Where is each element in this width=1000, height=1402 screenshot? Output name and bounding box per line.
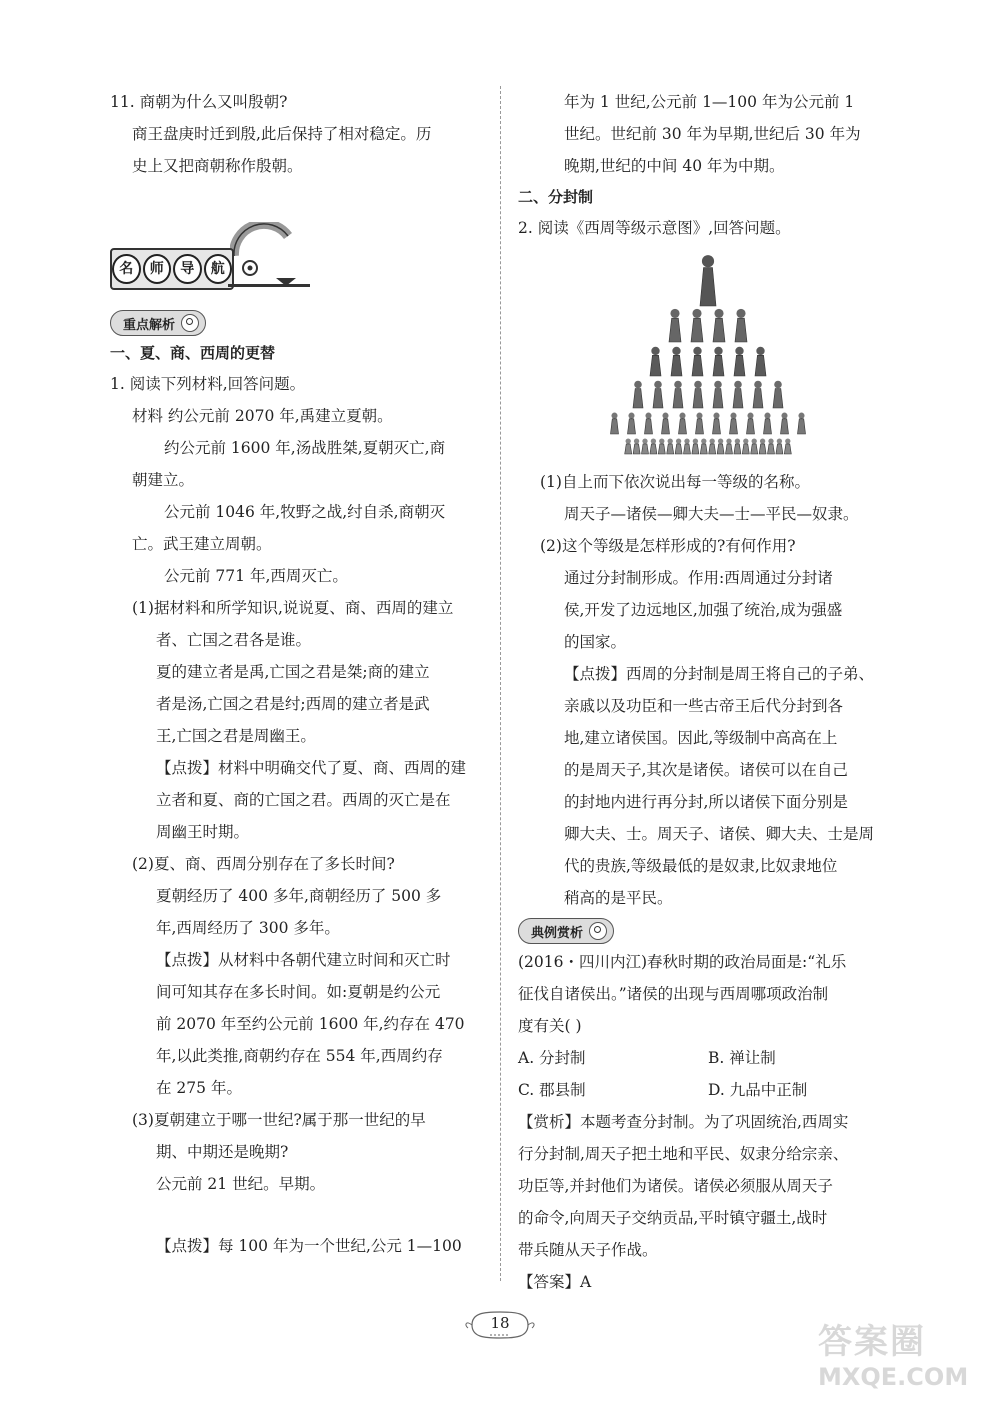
material-line: 亡。武王建立周朝。 bbox=[132, 535, 272, 553]
banner-char: 航 bbox=[204, 254, 233, 284]
tip-line: 周幽王时期。 bbox=[156, 823, 250, 841]
banner-arc-icon bbox=[230, 222, 300, 286]
figurine-level-5 bbox=[696, 413, 704, 434]
tip-line: 稍高的是平民。 bbox=[564, 889, 673, 907]
banner-char: 师 bbox=[143, 254, 172, 284]
figurine-level-5 bbox=[798, 413, 806, 434]
figurine-level-6 bbox=[658, 438, 665, 454]
figurine-level-3 bbox=[734, 347, 745, 376]
tip-line: 地,建立诸侯国。因此,等级制中高高在上 bbox=[564, 729, 838, 747]
figurine-level-5 bbox=[747, 413, 755, 434]
answer-line: 侯,开发了边远地区,加强了统治,成为强盛 bbox=[564, 601, 843, 619]
sub-question: (2)这个等级是怎样形成的?有何作用? bbox=[540, 537, 796, 555]
material-line: 材料 约公元前 2070 年,禹建立夏朝。 bbox=[132, 407, 393, 425]
figurine-level-4 bbox=[673, 381, 683, 408]
figurine-level-6 bbox=[768, 438, 775, 454]
banner-char: 导 bbox=[173, 254, 202, 284]
tip-line: 在 275 年。 bbox=[156, 1079, 242, 1097]
figurine-level-6 bbox=[625, 438, 632, 454]
figurine-level-6 bbox=[667, 438, 674, 454]
answer-line: 的国家。 bbox=[564, 633, 627, 651]
figurine-level-2 bbox=[691, 309, 703, 342]
figurine-level-6 bbox=[684, 438, 691, 454]
continued-line: 年为 1 世纪,公元前 1—100 年为公元前 1 bbox=[564, 93, 855, 111]
example-question: (2016・四川内江)春秋时期的政治局面是:“礼乐 bbox=[518, 953, 847, 971]
figurine-level-2 bbox=[735, 309, 747, 342]
figurine-level-5 bbox=[611, 413, 619, 434]
option-a: A. 分封制 bbox=[518, 1049, 586, 1067]
tip-line: 年,以此类推,商朝约存在 554 年,西周约存 bbox=[156, 1047, 443, 1065]
answer-line: 年,西周经历了 300 多年。 bbox=[156, 919, 340, 937]
sub-question: (1)据材料和所学知识,说说夏、商、西周的建立 bbox=[132, 599, 454, 617]
tip-line: 【点拨】每 100 年为一个世纪,公元 1—100 bbox=[156, 1237, 462, 1255]
q11-title: 11. 商朝为什么又叫殷朝? bbox=[110, 93, 288, 111]
figurine-level-4 bbox=[653, 381, 663, 408]
figurine-level-6 bbox=[776, 438, 783, 454]
answer-options bbox=[518, 1042, 898, 1106]
watermark-url: MXQE.COM bbox=[818, 1363, 969, 1391]
tip-line: 的是周天子,其次是诸侯。诸侯可以在自己 bbox=[564, 761, 848, 779]
example-question: 征伐自诸侯出。”诸侯的出现与西周哪项政治制 bbox=[518, 985, 829, 1003]
tip-line: 【点拨】材料中明确交代了夏、商、西周的建 bbox=[156, 759, 467, 777]
figurine-level-6 bbox=[717, 438, 724, 454]
figurine-level-2 bbox=[713, 309, 725, 342]
figurine-level-3 bbox=[671, 347, 682, 376]
figurine-level-6 bbox=[742, 438, 749, 454]
tip-line: 亲戚以及功臣和一些古帝王后代分封到各 bbox=[564, 697, 844, 715]
option-d: D. 九品中正制 bbox=[708, 1081, 808, 1099]
figurine-level-4 bbox=[753, 381, 763, 408]
tip-line: 间可知其存在多长时间。如:夏朝是约公元 bbox=[156, 983, 441, 1001]
figurine-level-6 bbox=[759, 438, 766, 454]
tip-line: 卿大夫、士。周天子、诸侯、卿大夫、士是周 bbox=[564, 825, 875, 843]
material-line: 朝建立。 bbox=[132, 471, 195, 489]
figurine-level-3 bbox=[713, 347, 724, 376]
pill-text: 重点解析 bbox=[123, 317, 176, 333]
column-divider bbox=[500, 86, 501, 1281]
figurine-level-1 bbox=[700, 255, 716, 306]
figurine-level-4 bbox=[693, 381, 703, 408]
page-number-text: 18 bbox=[490, 1314, 510, 1332]
sub-question: (1)自上而下依次说出每一等级的名称。 bbox=[540, 473, 810, 491]
figurine-level-6 bbox=[700, 438, 707, 454]
answer-line: 周天子—诸侯—卿大夫—士—平民—奴隶。 bbox=[564, 505, 859, 523]
figurine-level-5 bbox=[781, 413, 789, 434]
option-c: C. 郡县制 bbox=[518, 1081, 586, 1099]
figurine-level-6 bbox=[633, 438, 640, 454]
sub-question: 期、中期还是晚期? bbox=[156, 1143, 289, 1161]
banner-title bbox=[110, 248, 234, 290]
answer-line: 通过分封制形成。作用:西周通过分封诸 bbox=[564, 569, 833, 587]
analysis-line: 带兵随从天子作战。 bbox=[518, 1241, 658, 1259]
analysis-line: 功臣等,并封他们为诸侯。诸侯必须服从周天子 bbox=[518, 1177, 833, 1195]
figurine-level-6 bbox=[692, 438, 699, 454]
figurine-level-4 bbox=[733, 381, 743, 408]
figurine-level-5 bbox=[645, 413, 653, 434]
tip-line: 【点拨】西周的分封制是周王将自己的子弟、 bbox=[564, 665, 875, 683]
section-heading: 一、夏、商、西周的更替 bbox=[110, 344, 276, 362]
figurine-level-4 bbox=[633, 381, 643, 408]
section-heading: 二、分封制 bbox=[518, 188, 594, 206]
sub-question: 者、亡国之君各是谁。 bbox=[156, 631, 312, 649]
sub-question: (3)夏朝建立于哪一世纪?属于那一世纪的早 bbox=[132, 1111, 426, 1129]
figurine-level-5 bbox=[730, 413, 738, 434]
pill-text: 典例赏析 bbox=[531, 925, 584, 941]
figurine-level-6 bbox=[675, 438, 682, 454]
key-analysis-label bbox=[110, 310, 206, 336]
teacher-guide-banner bbox=[110, 222, 486, 298]
hierarchy-pyramid-figure bbox=[518, 248, 898, 458]
figurine-level-5 bbox=[679, 413, 687, 434]
example-analysis-label bbox=[518, 918, 614, 944]
answer-line: 夏朝经历了 400 多年,商朝经历了 500 多 bbox=[156, 887, 442, 905]
material-line: 约公元前 1600 年,汤战胜桀,夏朝灭亡,商 bbox=[164, 439, 446, 457]
tip-line: 【点拨】从材料中各朝代建立时间和灭亡时 bbox=[156, 951, 451, 969]
right-column bbox=[518, 86, 898, 1298]
answer-line: 公元前 21 世纪。早期。 bbox=[156, 1175, 326, 1193]
question-title: 1. 阅读下列材料,回答问题。 bbox=[110, 375, 306, 393]
figurine-level-6 bbox=[709, 438, 716, 454]
figurine-level-4 bbox=[713, 381, 723, 408]
tip-line: 代的贵族,等级最低的是奴隶,比奴隶地位 bbox=[564, 857, 838, 875]
example-question: 度有关( ) bbox=[518, 1017, 582, 1035]
option-b: B. 禅让制 bbox=[708, 1049, 776, 1067]
figurine-level-2 bbox=[669, 309, 681, 342]
figurine-level-5 bbox=[628, 413, 636, 434]
continued-line: 晚期,世纪的中间 40 年为中期。 bbox=[564, 157, 785, 175]
figurine-level-6 bbox=[650, 438, 657, 454]
tip-line: 前 2070 年至约公元前 1600 年,约存在 470 bbox=[156, 1015, 465, 1033]
figurine-level-5 bbox=[662, 413, 670, 434]
material-line: 公元前 771 年,西周灭亡。 bbox=[164, 567, 348, 585]
tip-line: 立者和夏、商的亡国之君。西周的灭亡是在 bbox=[156, 791, 451, 809]
page-number bbox=[462, 1308, 538, 1342]
sub-question: (2)夏、商、西周分别存在了多长时间? bbox=[132, 855, 395, 873]
answer-key: 【答案】A bbox=[518, 1273, 592, 1291]
figurine-level-5 bbox=[713, 413, 721, 434]
figurine-level-6 bbox=[751, 438, 758, 454]
figurine-level-6 bbox=[726, 438, 733, 454]
continued-line: 世纪。世纪前 30 年为早期,世纪后 30 年为 bbox=[564, 125, 861, 143]
figurine-level-4 bbox=[773, 381, 783, 408]
analysis-line: 【赏析】本题考查分封制。为了巩固统治,西周实 bbox=[518, 1113, 849, 1131]
tip-line: 的封地内进行再分封,所以诸侯下面分别是 bbox=[564, 793, 848, 811]
answer-line: 王,亡国之君是周幽王。 bbox=[156, 727, 316, 745]
answer-line: 夏的建立者是禹,亡国之君是桀;商的建立 bbox=[156, 663, 430, 681]
figurine-level-6 bbox=[642, 438, 649, 454]
figurine-level-3 bbox=[650, 347, 661, 376]
analysis-line: 行分封制,周天子把土地和平民、奴隶分给宗亲、 bbox=[518, 1145, 849, 1163]
figurine-level-6 bbox=[734, 438, 741, 454]
figurine-level-6 bbox=[784, 438, 791, 454]
figurine-level-5 bbox=[764, 413, 772, 434]
figurine-level-3 bbox=[692, 347, 703, 376]
answer-line: 者是汤,亡国之君是纣;西周的建立者是武 bbox=[156, 695, 430, 713]
figurine-level-3 bbox=[755, 347, 766, 376]
magnifier-icon bbox=[589, 922, 607, 940]
watermark-logo bbox=[818, 1322, 994, 1398]
watermark-text: 答案圈 bbox=[818, 1322, 926, 1362]
analysis-line: 的命令,向周天子交纳贡品,平时镇守疆土,战时 bbox=[518, 1209, 828, 1227]
question-title: 2. 阅读《西周等级示意图》,回答问题。 bbox=[518, 219, 791, 237]
material-line: 公元前 1046 年,牧野之战,纣自杀,商朝灭 bbox=[164, 503, 446, 521]
magnifier-icon bbox=[181, 314, 199, 332]
q11-answer-line: 史上又把商朝称作殷朝。 bbox=[132, 157, 303, 175]
q11-answer-line: 商王盘庚时迁到殷,此后保持了相对稳定。历 bbox=[132, 125, 432, 143]
banner-char: 名 bbox=[112, 254, 141, 284]
left-column bbox=[110, 86, 486, 1262]
banner-underline bbox=[228, 284, 310, 287]
